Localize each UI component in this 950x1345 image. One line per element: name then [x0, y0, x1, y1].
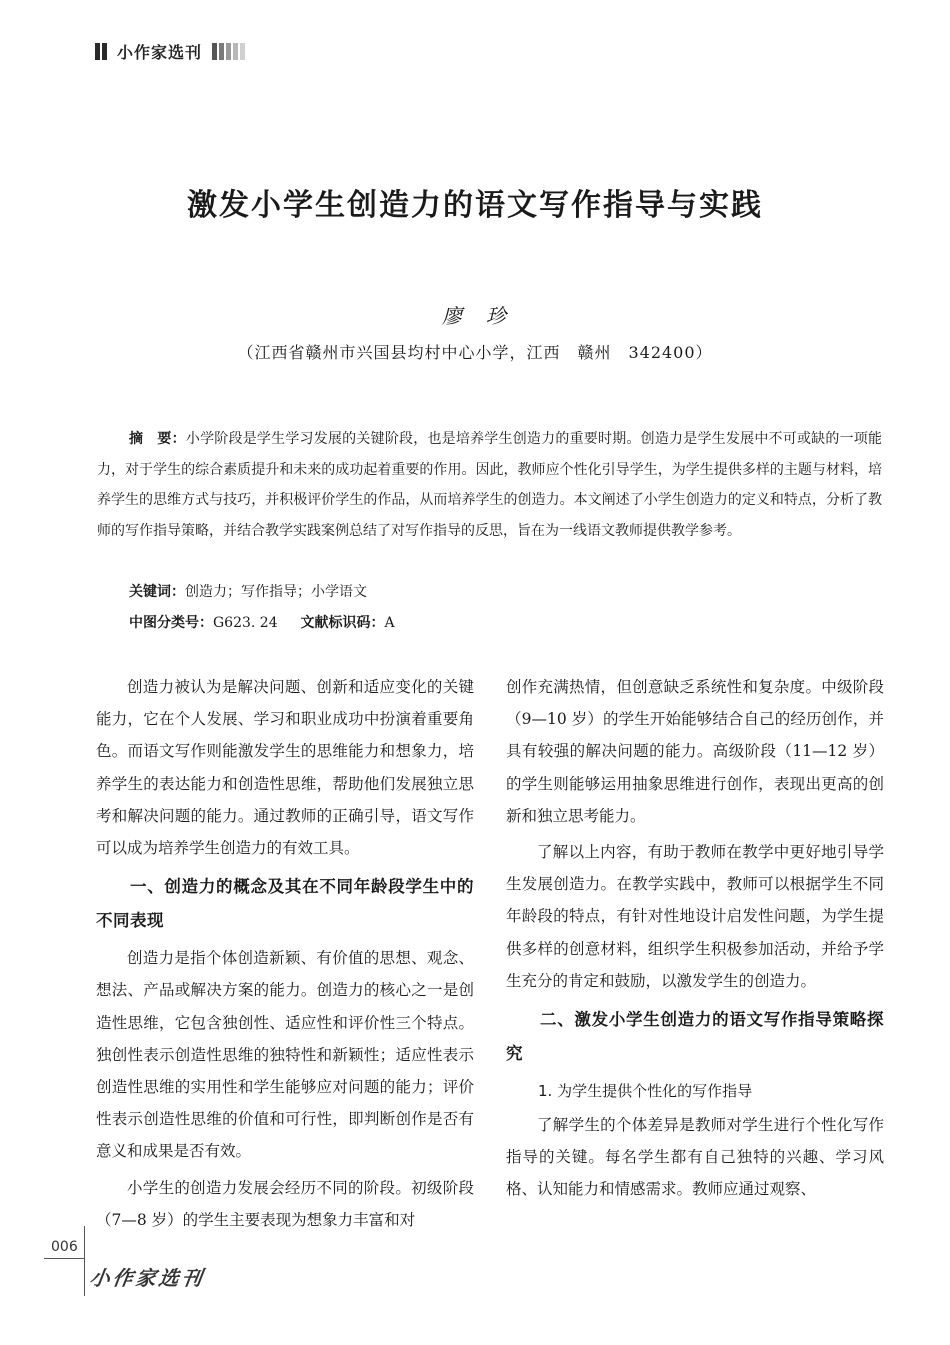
- abstract: [97, 424, 882, 546]
- subsection-heading: 1. 为学生提供个性化的写作指导: [538, 1082, 753, 1101]
- body-paragraph: 创造力被认为是解决问题、创新和适应变化的关键能力，它在个人发展、学习和职业成功中扮演着重要角色。而语文写作则能激发学生的思维能力和想象力，培养学生的表达能力和创造性思维，帮助他们发展独立思考和解决问题的能力。通过教师的正确引导，语文写作可以成为培养学生创造力的有效工具。: [96, 678, 474, 858]
- doc-code-value: A: [384, 615, 395, 631]
- footer-divider-vertical: [84, 1226, 85, 1296]
- clc-label: 中图分类号：: [129, 615, 213, 631]
- journal-logo: 小作家选刊: [88, 1266, 207, 1290]
- abstract-text: 小学阶段是学生学习发展的关键阶段，也是培养学生创造力的重要时期。创造力是学生发展中不可或缺的一项能力，对于学生的综合素质提升和未来的成功起着重要的作用。因此，教师应个性化引导学生，为学生提供多样的主题与材料，培养学生的思维方式与技巧，并积极评价学生的作品，从而培养学生的创造力。本文阐述了小学生创造力的定义和特点，分析了教师的写作指导策略，并结合教学实践案例总结了对写作指导的反思，旨在为一线语文教师提供教学参考。: [97, 431, 883, 539]
- left-column: [96, 671, 474, 1240]
- right-column: [506, 671, 884, 1210]
- author-affiliation: （江西省赣州市兴国县均村中心小学，江西 赣州 342400）: [237, 343, 713, 362]
- abstract-label: 摘 要：: [129, 431, 186, 447]
- body-paragraph: 了解以上内容，有助于教师在教学中更好地引导学生发展创造力。在教学实践中，教师可以根据学生不同年龄段的特点，有针对性地设计启发性问题，为学生提供多样的创意材料，组织学生积极参加活动，并给予学生充分的肯定和鼓励，以激发学生的创造力。: [506, 843, 884, 990]
- header-gradient-bars-icon: [212, 43, 247, 60]
- gradient-bar: [219, 43, 224, 60]
- article-title: 激发小学生创造力的语文写作指导与实践: [187, 188, 763, 223]
- journal-header: [95, 38, 247, 64]
- body-paragraph: 小学生的创造力发展会经历不同的阶段。初级阶段（7—8 岁）的学生主要表现为想象力丰富和对: [96, 1178, 474, 1229]
- abstract-paragraph: [97, 424, 882, 546]
- page-number: 006: [51, 1239, 78, 1255]
- keywords-label: 关键词：: [129, 584, 185, 600]
- author-name: 廖 珍: [442, 304, 508, 328]
- doc-code-label: 文献标识码：: [300, 615, 385, 631]
- classification: [129, 607, 395, 639]
- keywords-text: 创造力；写作指导；小学语文: [185, 584, 367, 600]
- journal-name: 小作家选刊: [117, 42, 203, 62]
- body-paragraph: 了解学生的个体差异是教师对学生进行个性化写作指导的关键。每名学生都有自己独特的兴趣、学习风格、认知能力和情感需求。教师应通过观察、: [506, 1116, 884, 1199]
- section-heading: 二、激发小学生创造力的语文写作指导策略探究: [506, 1010, 884, 1064]
- gradient-bar: [240, 43, 245, 60]
- clc-value: G623. 24: [213, 615, 278, 631]
- body-paragraph: 创作充满热情，但创意缺乏系统性和复杂度。中级阶段（9—10 岁）的学生开始能够结合自己的经历创作，并具有较强的解决问题的能力。高级阶段（11—12 岁）的学生则能够运用抽象思维进行创作，表现出更高的创新和独立思考能力。: [506, 678, 884, 825]
- body-paragraph: 创造力是指个体创造新颖、有价值的思想、观念、想法、产品或解决方案的能力。创造力的核心之一是创造性思维，它包含独创性、适应性和评价性三个特点。独创性表示创造性思维的独特性和新颖性；适应性表示创造性思维的实用性和学生能够应对问题的能力；评价性表示创造性思维的价值和可行性，即判断创作是否有意义和成果是否有效。: [96, 949, 474, 1161]
- gradient-bar: [212, 43, 217, 60]
- gradient-bar: [226, 43, 231, 60]
- header-bars-icon: [95, 43, 109, 60]
- section-heading: 一、创造力的概念及其在不同年龄段学生中的不同表现: [96, 877, 474, 931]
- gradient-bar: [233, 43, 238, 60]
- keywords: [129, 576, 367, 608]
- footer-divider-horizontal: [44, 1258, 85, 1259]
